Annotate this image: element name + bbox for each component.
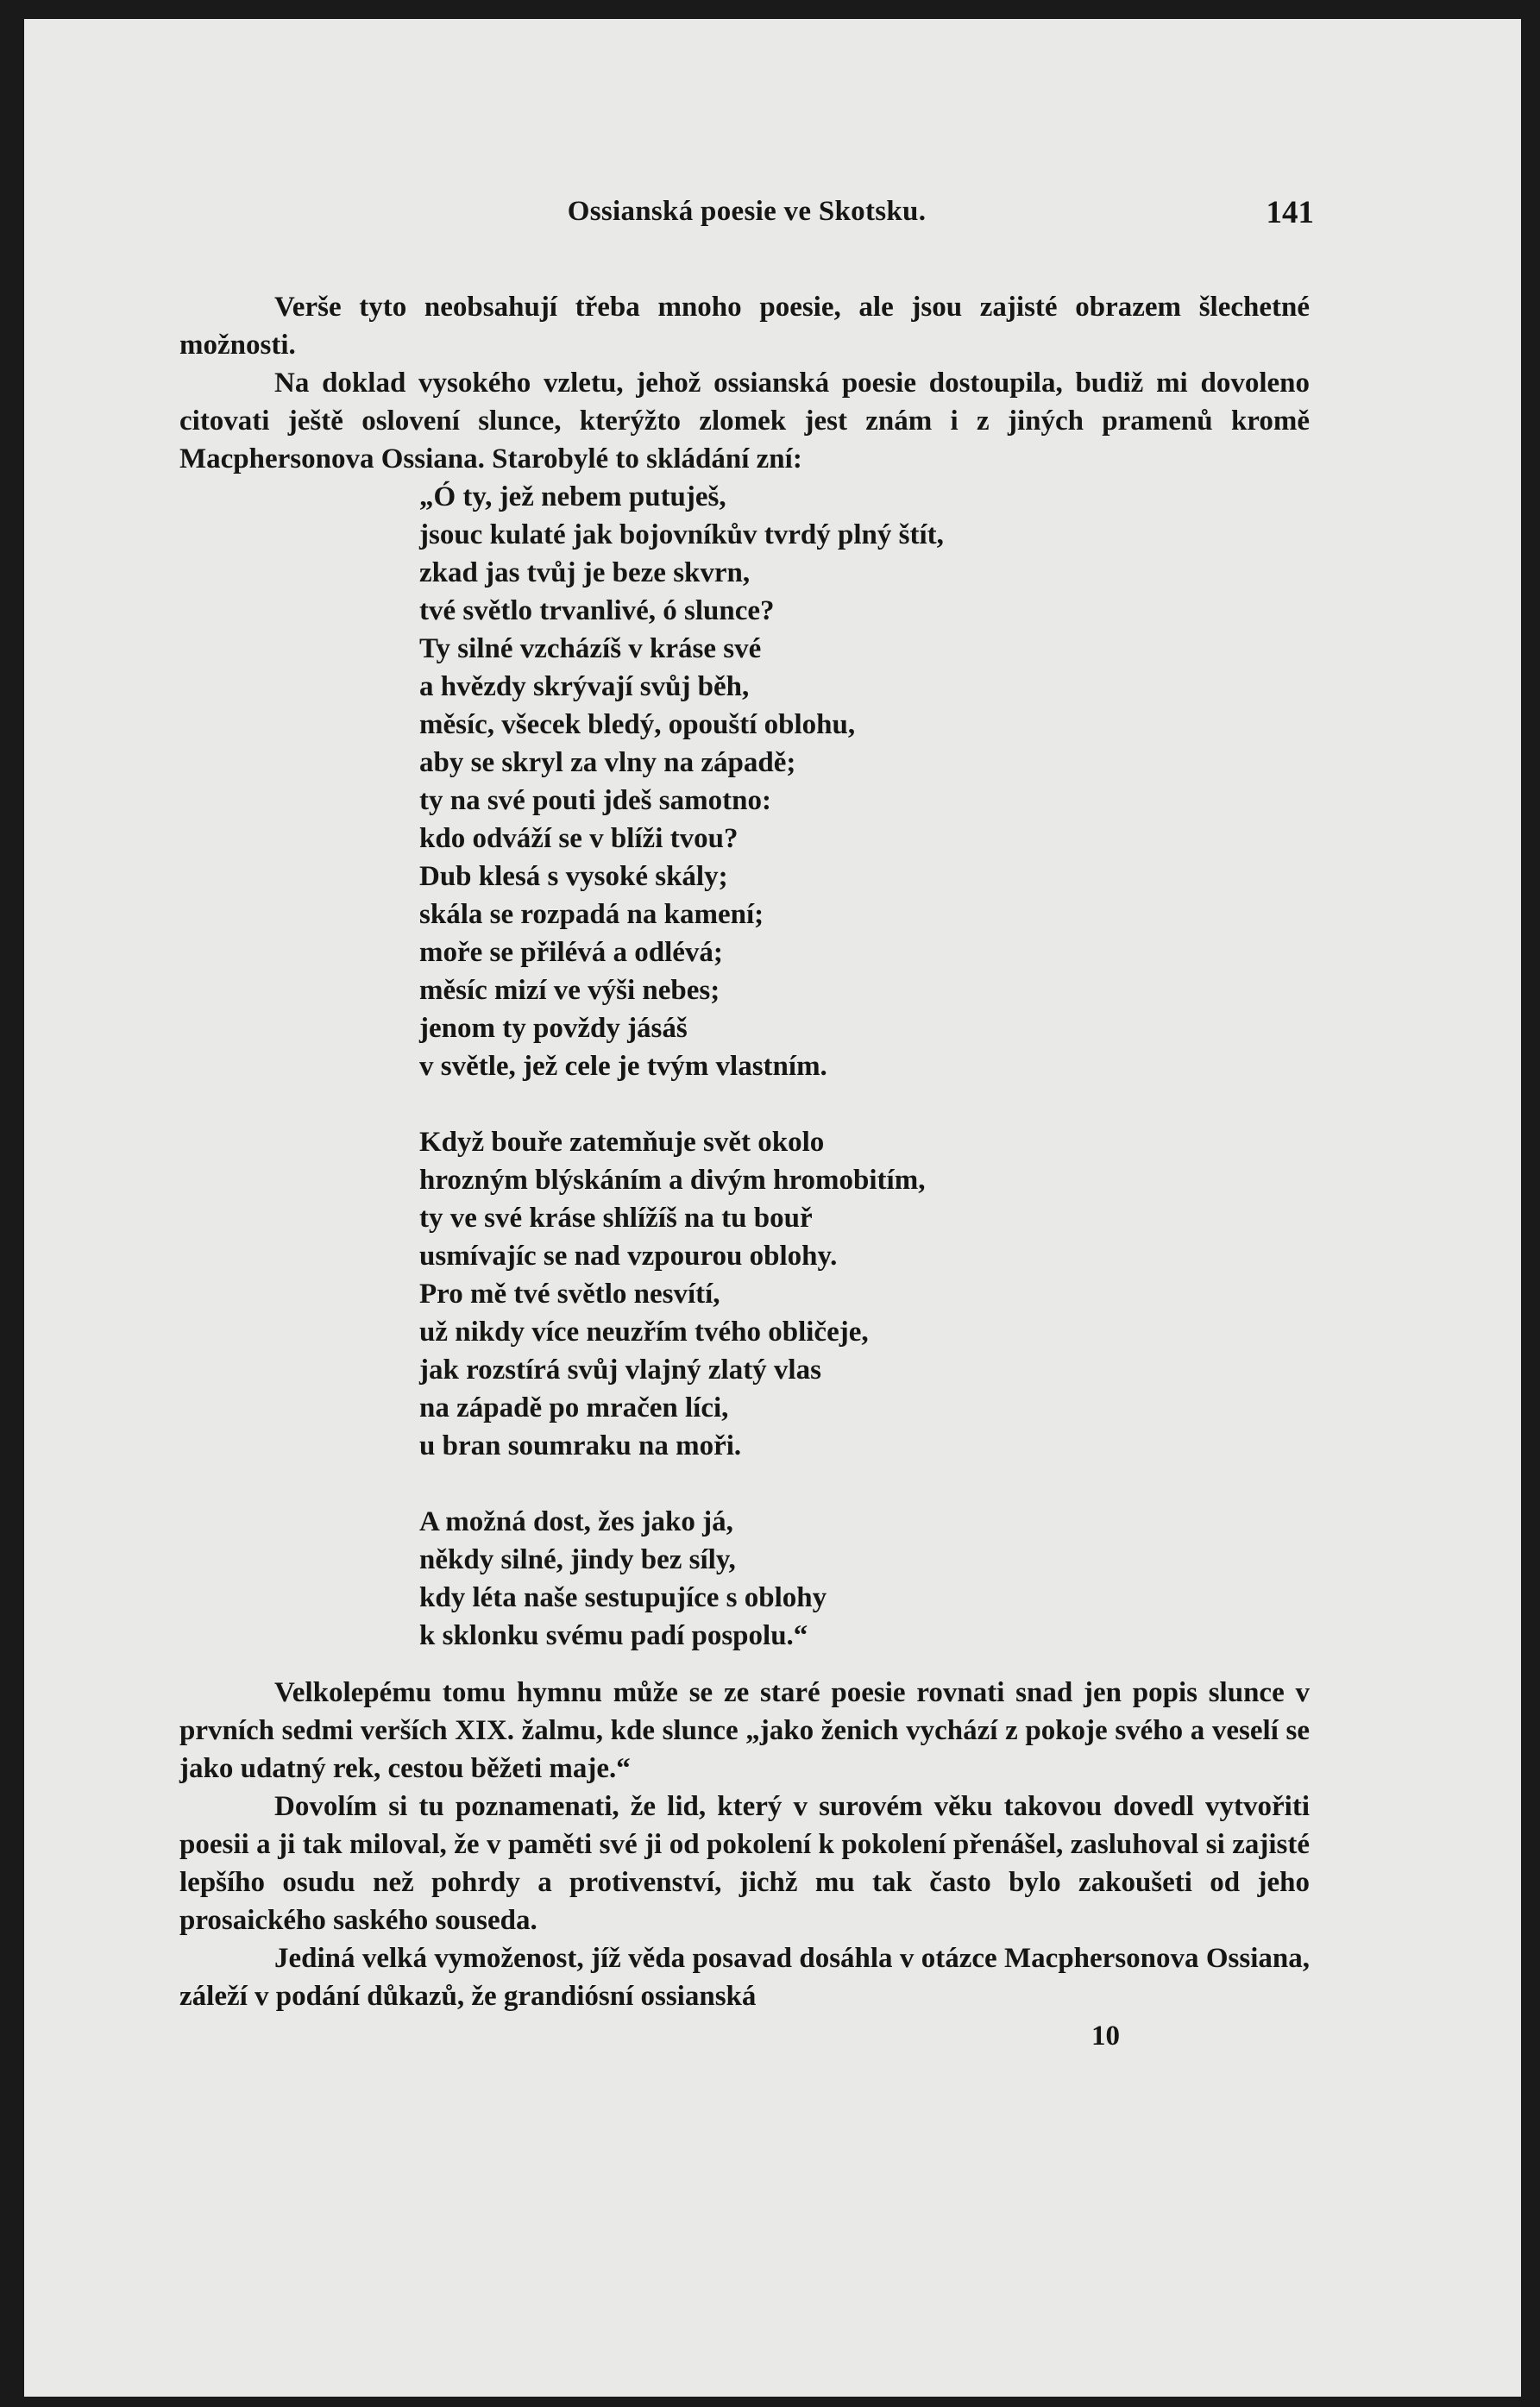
body-text bbox=[179, 288, 1310, 2055]
verse-line: jak rozstírá svůj vlajný zlatý vlas bbox=[419, 1354, 821, 1386]
verse-line: Dub klesá s vysoké skály; bbox=[419, 861, 728, 892]
verse-line: a hvězdy skrývají svůj běh, bbox=[419, 671, 750, 702]
verse-line: jsouc kulaté jak bojovníkův tvrdý plný štít, bbox=[419, 519, 944, 550]
verse-line: Ty silné vzcházíš v kráse své bbox=[419, 633, 762, 664]
page-number: 141 bbox=[1266, 195, 1314, 230]
paragraph: Velkolepému tomu hymnu může se ze staré poesie rovnati snad jen popis slunce v prvních sedmi verších XIX. žalmu, kde slunce „jako ženich vychází z pokoje svého a veselí se jako udatný rek, cestou běžeti maje.“ bbox=[179, 1677, 1310, 1784]
verse-line: aby se skryl za vlny na západě; bbox=[419, 747, 796, 778]
book-page bbox=[24, 19, 1521, 2397]
verse-line: A možná dost, žes jako já, bbox=[419, 1506, 733, 1537]
verse-line: tvé světlo trvanlivé, ó slunce? bbox=[419, 595, 775, 626]
paragraph: Verše tyto neobsahují třeba mnoho poesie, ale jsou zajisté obrazem šlechetné možnosti. bbox=[179, 292, 1310, 361]
verse-line: měsíc mizí ve výši nebes; bbox=[419, 975, 720, 1006]
stanza-gap bbox=[419, 1465, 1310, 1503]
verse-line: Pro mě tvé světlo nesvítí, bbox=[419, 1279, 720, 1310]
poem-stanza bbox=[419, 1503, 1310, 1655]
verse-line: zkad jas tvůj je beze skvrn, bbox=[419, 557, 751, 588]
verse-line: jenom ty povždy jásáš bbox=[419, 1013, 688, 1044]
stanza-gap bbox=[419, 1085, 1310, 1123]
verse-line: ty na své pouti jdeš samotno: bbox=[419, 785, 771, 816]
verse-line: „Ó ty, jež nebem putuješ, bbox=[419, 481, 726, 512]
verse-line: na západě po mračen líci, bbox=[419, 1392, 729, 1423]
printer-signature: 10 bbox=[1091, 2020, 1120, 2052]
verse-line: někdy silné, jindy bez síly, bbox=[419, 1544, 736, 1575]
after-poem-text bbox=[179, 1674, 1310, 2015]
paragraph: Na doklad vysokého vzletu, jehož ossianská poesie dostoupila, budiž mi dovoleno citovati ještě oslovení slunce, kterýžto zlomek jest znám i z jiných pramenů kromě Macphersonova Ossiana. Starobylé to skládání zní: bbox=[179, 368, 1310, 474]
poem-stanza bbox=[419, 478, 1310, 1085]
verse-line: moře se přilévá a odlévá; bbox=[419, 937, 723, 968]
verse-line: kdy léta naše sestupujíce s oblohy bbox=[419, 1582, 827, 1613]
verse-line: k sklonku svému padí pospolu.“ bbox=[419, 1620, 808, 1651]
paragraph: Jediná velká vymoženost, jíž věda posavad dosáhla v otázce Macphersonova Ossiana, záleží v podání důkazů, že grandiósní ossianská bbox=[179, 1943, 1310, 2012]
poem-stanza bbox=[419, 1123, 1310, 1465]
verse-line: Když bouře zatemňuje svět okolo bbox=[419, 1127, 825, 1158]
page-header bbox=[179, 196, 1314, 248]
paragraph: Dovolím si tu poznamenati, že lid, který v surovém věku takovou dovedl vytvořiti poesii a ji tak miloval, že v paměti své ji od pokolení k pokolení přenášel, zasluhoval si zajisté lepšího osudu než pohrdy a protivenství, jichž mu tak často bylo zakoušeti od jeho prosaického saského souseda. bbox=[179, 1791, 1310, 1936]
verse-line: ty ve své kráse shlížíš na tu bouř bbox=[419, 1203, 813, 1234]
running-title: Ossianská poesie ve Skotsku. bbox=[567, 196, 927, 227]
verse-line: kdo odváží se v blíži tvou? bbox=[419, 823, 739, 854]
verse-line: usmívajíc se nad vzpourou oblohy. bbox=[419, 1241, 838, 1272]
verse-line: skála se rozpadá na kamení; bbox=[419, 899, 764, 930]
verse-line: měsíc, všecek bledý, opouští oblohu, bbox=[419, 709, 856, 740]
verse-line: hrozným blýskáním a divým hromobitím, bbox=[419, 1165, 926, 1196]
poem bbox=[419, 478, 1310, 1655]
verse-line: u bran soumraku na moři. bbox=[419, 1430, 742, 1461]
verse-line: v světle, jež cele je tvým vlastním. bbox=[419, 1051, 827, 1082]
verse-line: už nikdy více neuzřím tvého obličeje, bbox=[419, 1317, 869, 1348]
